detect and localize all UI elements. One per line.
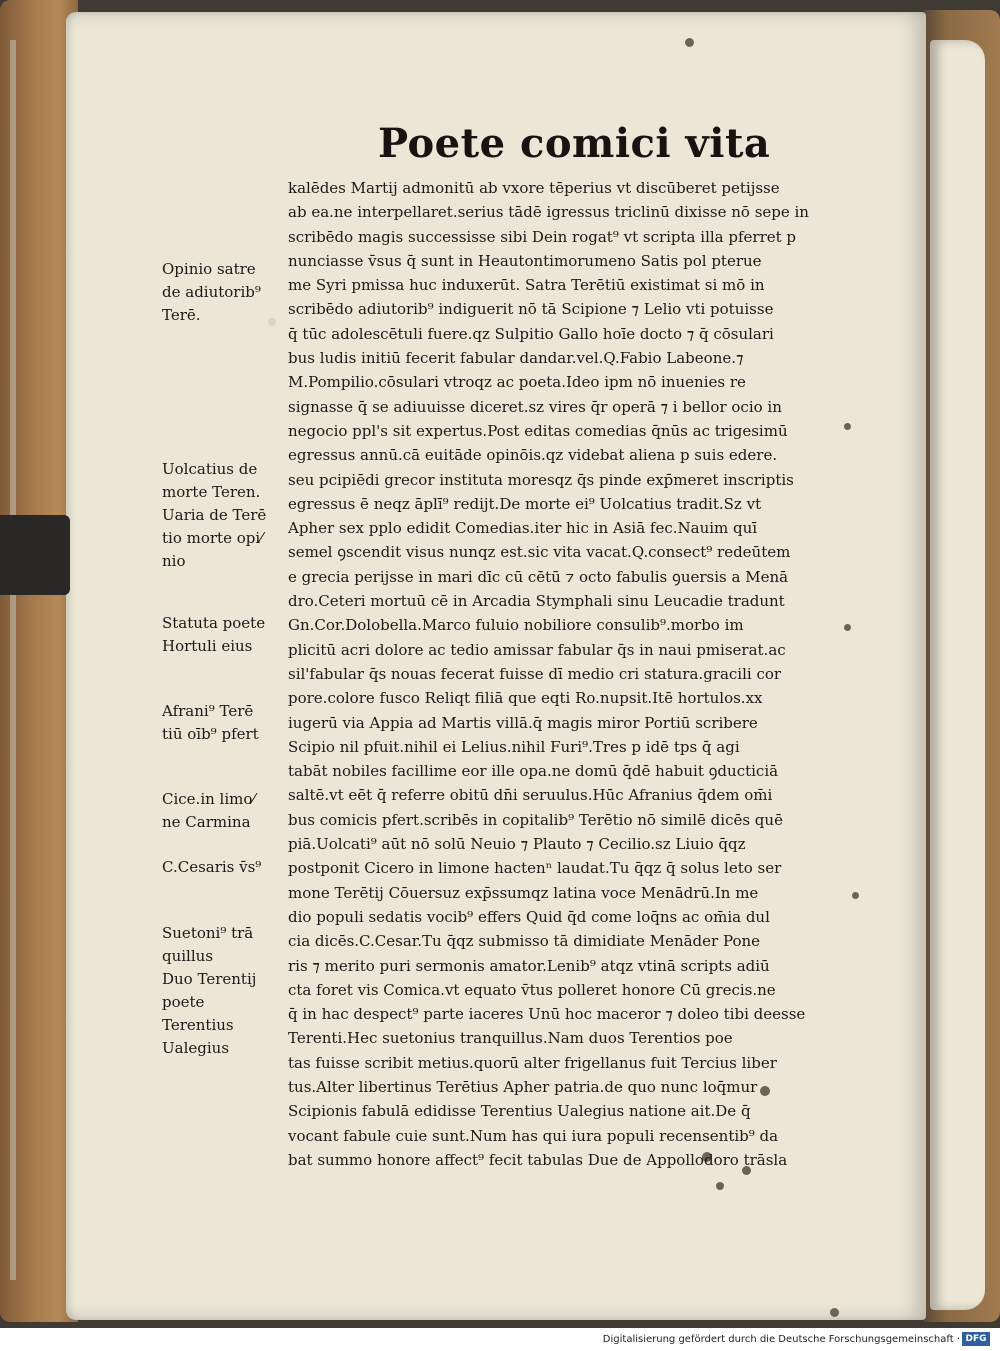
main-text-block bbox=[288, 176, 848, 1172]
page-spot bbox=[685, 38, 694, 47]
margin-note-line: Ualegius bbox=[162, 1039, 230, 1057]
margin-note-line: nio bbox=[162, 552, 186, 570]
text-line: tus.Alter libertinus Terētius Apher patria.de quo nunc loq̄mur bbox=[288, 1077, 758, 1096]
margin-note-line: quillus bbox=[162, 947, 214, 965]
text-line: tas fuisse scribit metius.quorū alter frigellanus fuit Tercius liber bbox=[288, 1053, 777, 1072]
text-line: me Syri pmissa huc induxerūt. Satra Terētiū existimat si mō in bbox=[288, 276, 765, 295]
page-spot bbox=[852, 892, 859, 899]
margin-note-line: Uaria de Terē bbox=[162, 506, 267, 524]
text-line: ab ea.ne interpellaret.serius tādē igressus triclinū dixisse nō sepe in bbox=[288, 203, 809, 222]
text-line: scribēdo adiutorib⁹ indiguerit nō tā Scipione ⁊ Lelio vti potuisse bbox=[288, 300, 774, 319]
page-heading: Poete comici vita bbox=[378, 120, 771, 167]
text-line: bus ludis initiū fecerit fabular dandar.vel.Q.Fabio Labeone.⁊ bbox=[288, 349, 744, 368]
margin-note-line: Suetoni⁹ trā bbox=[162, 924, 254, 942]
text-line: Scipio nil pfuit.nihil ei Lelius.nihil Furi⁹.Tres p idē tps q̄ agi bbox=[288, 737, 740, 756]
margin-note-line: Hortuli eius bbox=[162, 637, 253, 655]
margin-note-line: tiū oīb⁹ pfert bbox=[162, 725, 259, 743]
text-line: saltē.vt eēt q̄ referre obitū dn̄i seruulus.Hūc Afranius q̄dem om̄i bbox=[288, 786, 773, 805]
page-spot bbox=[830, 1308, 839, 1317]
margin-note-line: morte Teren. bbox=[162, 483, 261, 501]
text-line: cta foret vis Comica.vt equato v̄tus polleret honore Cū grecis.ne bbox=[288, 980, 776, 999]
text-line: cia dicēs.C.Cesar.Tu q̄qz submisso tā dimidiate Menāder Pone bbox=[288, 932, 761, 951]
margin-note-line: Uolcatius de bbox=[162, 460, 258, 478]
margin-note-line: Cice.in limo⁄ bbox=[162, 790, 255, 808]
margin-note-line: ne Carmina bbox=[162, 813, 251, 831]
text-line: vocant fabule cuie sunt.Num has qui iura populi recensentib⁹ da bbox=[288, 1126, 779, 1145]
text-line: bus comicis pfert.scribēs in copitalib⁹ Terētio nō similē dicēs quē bbox=[288, 810, 783, 829]
text-line: Terenti.Hec suetonius tranquillus.Nam duos Terentios poe bbox=[288, 1029, 733, 1048]
text-line: M.Pompilio.cōsulari vtroqz ac poeta.Ideo ipm nō inuenies re bbox=[288, 373, 746, 392]
text-line: egressus annū.cā euitāde opinōis.qz videbat aliena p suis edere. bbox=[288, 446, 778, 465]
text-line: kalēdes Martij admonitū ab vxore tēperius vt discūberet petijsse bbox=[288, 179, 780, 197]
margin-note bbox=[162, 458, 286, 573]
text-line: iugerū via Appia ad Martis villā.q̄ magis miror Portiū scribere bbox=[288, 713, 758, 732]
text-line: pore.colore fusco Reliqt filiā que eqti Ro.nupsit.Itē hortulos.xx bbox=[288, 689, 763, 708]
margin-note bbox=[162, 922, 286, 1060]
facing-page-edge bbox=[930, 40, 985, 1310]
text-line: signasse q̄ se adiuuisse diceret.sz vires q̄r operā ⁊ i bellor ocio in bbox=[288, 397, 782, 416]
text-line: egressus ē neqz āplī⁹ redijt.De morte ei⁹ Uolcatius tradit.Sz vt bbox=[288, 494, 762, 513]
text-line: sil'fabular q̄s nouas fecerat fuisse dī medio cri statura.gracili cor bbox=[288, 664, 782, 683]
margin-note-line: C.Cesaris v̄s⁹ bbox=[162, 858, 262, 876]
text-line: mone Terētij Cōuersuz exp̄ssumqz latina voce Menādrū.In me bbox=[288, 883, 759, 902]
text-line: q̄ tūc adolescētuli fuere.qz Sulpitio Gallo hoīe docto ⁊ q̄ cōsulari bbox=[288, 324, 774, 343]
text-line: negocio ppl's sit expertus.Post editas comedias q̄nūs ac trigesimū bbox=[288, 421, 788, 440]
text-line: postponit Cicero in limone hactenⁿ laudat.Tu q̄qz q̄ solus leto ser bbox=[288, 859, 782, 878]
text-line: Gn.Cor.Dolobella.Marco fuluio nobiliore consulib⁹.morbo im bbox=[288, 616, 744, 635]
margin-note-line: Duo Terentij bbox=[162, 970, 257, 988]
margin-note bbox=[162, 700, 286, 746]
text-line: scribēdo magis successisse sibi Dein rogat⁹ vt scripta illa pferret p bbox=[288, 227, 797, 246]
clasp-strap bbox=[0, 515, 70, 595]
text-line: dro.Ceteri mortuū cē in Arcadia Stymphali sinu Leucadie tradunt bbox=[288, 592, 785, 611]
text-line: Apher sex pplo edidit Comedias.iter hic in Asiā fec.Nauim quī bbox=[288, 519, 758, 538]
margin-note bbox=[162, 612, 286, 658]
text-line: piā.Uolcati⁹ aūt nō solū Neuio ⁊ Plauto ⁊ Cecilio.sz Liuio q̄qz bbox=[288, 835, 746, 854]
text-line: dio populi sedatis vocib⁹ effers Quid q̄d come loq̄ns ac om̄ia dul bbox=[288, 907, 770, 926]
dfg-logo: DFG bbox=[962, 1332, 990, 1346]
margin-note-line: Afrani⁹ Terē bbox=[162, 702, 254, 720]
text-line: semel ꝯscendit visus nunqz est.sic vita vacat.Q.consect⁹ redeūtem bbox=[288, 543, 791, 562]
cover-edge bbox=[10, 40, 16, 1280]
text-line: seu pcipiēdi grecor instituta moresqz q̄s pinde exp̄meret inscriptis bbox=[288, 470, 794, 489]
margin-note-line: Opinio satre bbox=[162, 260, 256, 278]
margin-note bbox=[162, 258, 286, 327]
margin-note-line: Terē. bbox=[162, 306, 201, 324]
margin-note-line: Statuta poete bbox=[162, 614, 266, 632]
text-line: q̄ in hac despect⁹ parte iaceres Unū hoc maceror ⁊ doleo tibi deesse bbox=[288, 1005, 806, 1024]
funding-credit: Digitalisierung gefördert durch die Deutsche Forschungsgemeinschaft · bbox=[602, 1334, 960, 1345]
text-line: ris ⁊ merito puri sermonis amator.Lenib⁹ atqz vtinā scripts adiū bbox=[288, 956, 770, 975]
margin-note-line: de adiutorib⁹ bbox=[162, 283, 261, 301]
page-spot bbox=[716, 1182, 724, 1190]
text-line: tabāt nobiles facillime eor ille opa.ne domū q̄dē habuit ꝯducticiā bbox=[288, 762, 779, 781]
text-line: e grecia perijsse in mari dīc cū cētū ⁊ octo fabulis ꝯuersis a Menā bbox=[288, 567, 789, 586]
margin-note-line: poete bbox=[162, 993, 205, 1011]
margin-note bbox=[162, 788, 286, 834]
text-line: plicitū acri dolore ac tedio amissar fabular q̄s in naui pmiserat.ac bbox=[288, 640, 786, 659]
text-line: Scipionis fabulā edidisse Terentius Ualegius natione ait.De q̄ bbox=[288, 1102, 751, 1121]
margin-note-line: tio morte opi⁄ bbox=[162, 529, 263, 547]
text-line: bat summo honore affect⁹ fecit tabulas Due de Appollodoro trāsla bbox=[288, 1150, 788, 1169]
margin-note-line: Terentius bbox=[162, 1016, 234, 1034]
text-line: nunciasse v̄sus q̄ sunt in Heautontimorumeno Satis pol pterue bbox=[288, 251, 762, 270]
margin-note bbox=[162, 856, 286, 879]
